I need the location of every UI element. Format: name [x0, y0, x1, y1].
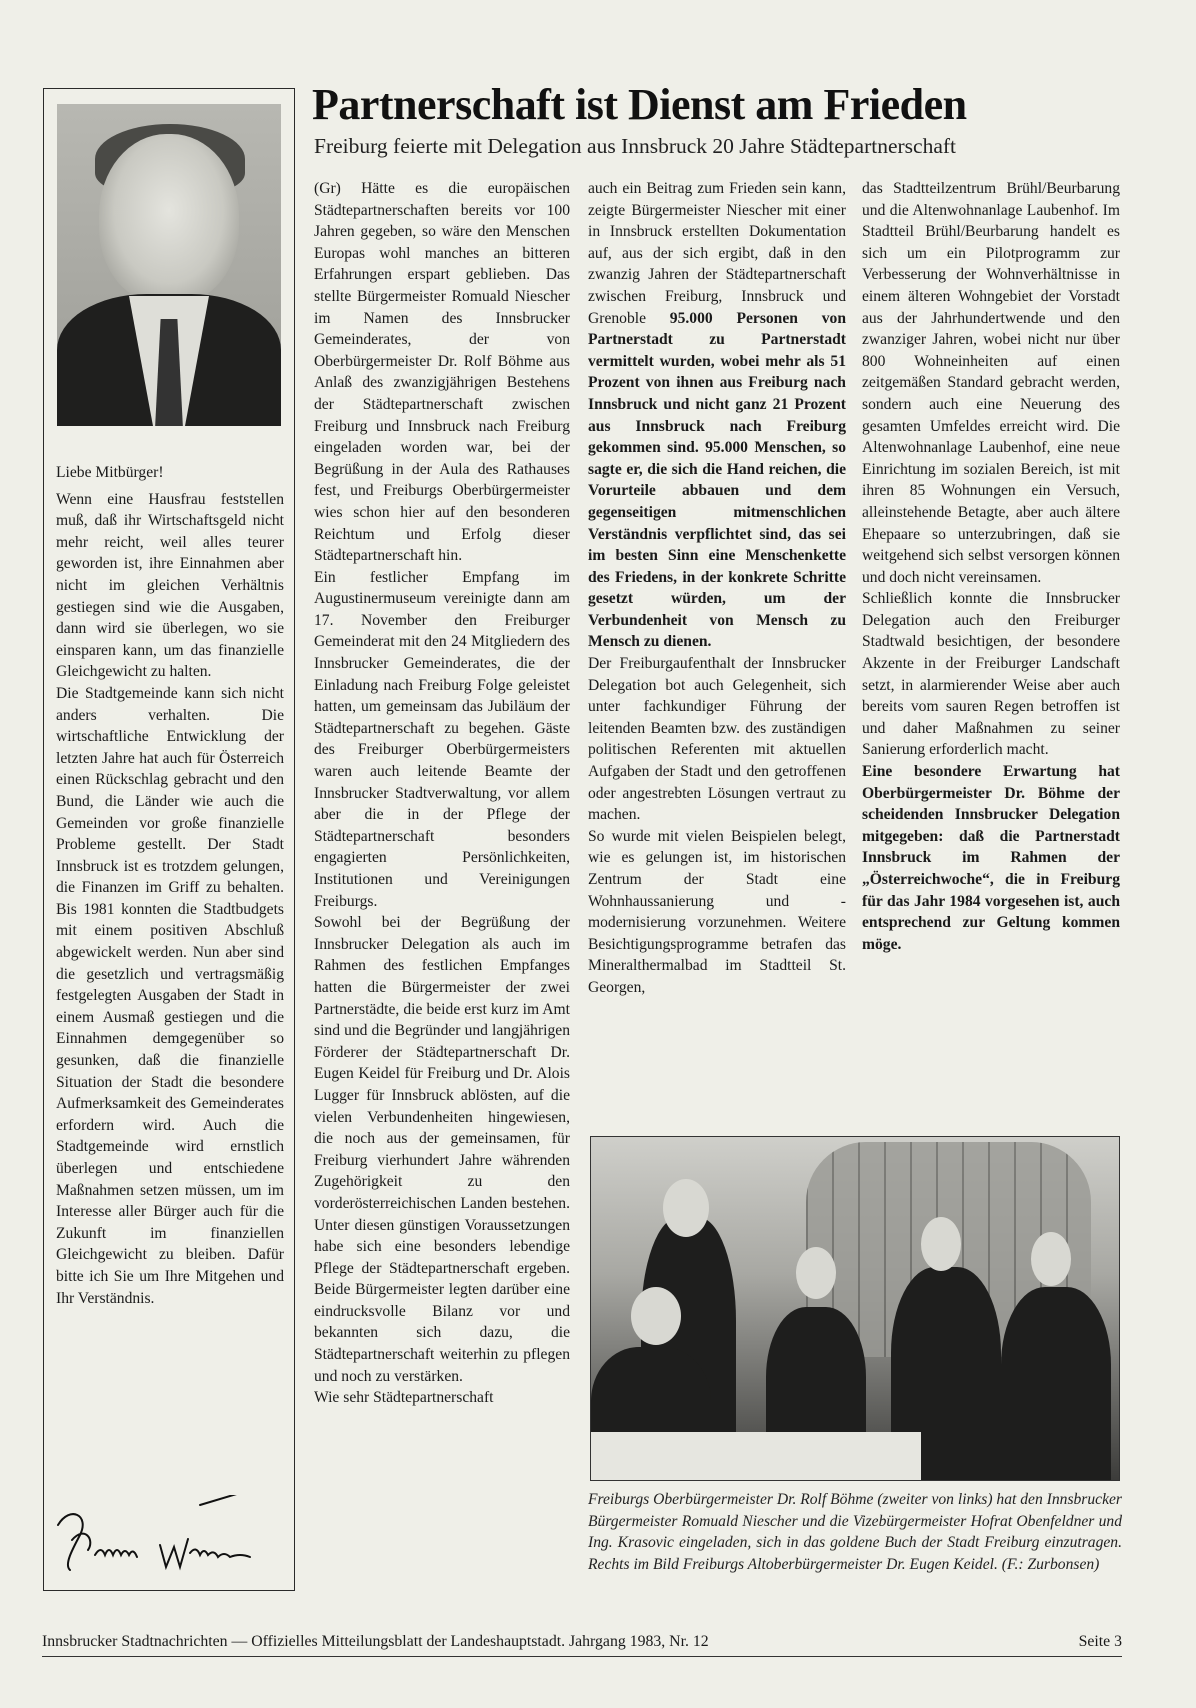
article-subheadline: Freiburg feierte mit Delegation aus Innsbruck 20 Jahre Städtepartnerschaft [314, 134, 956, 158]
article-column-1 [314, 178, 570, 1409]
bold-emphasis: Eine besondere Erwartung hat Oberbürgermeister Dr. Böhme der scheidenden Innsbrucker Delegation mitgegeben: daß die Partnerstadt Innsbruck im Rahmen der „Österreichwoche“, die in Freiburg für das Jahr 1984 vorgesehen ist, auch entsprechend zur Geltung kommen möge. [862, 763, 1120, 953]
publication-info: Innsbrucker Stadtnachrichten — Offizielles Mitteilungsblatt der Landeshauptstadt. Jahrgang 1983, Nr. 12 [42, 1633, 709, 1650]
article-paragraph: auch ein Beitrag zum Frieden sein kann, zeigte Bürgermeister Niescher mit einer in Innsbruck erstellten Dokumentation auf, aus der sich ergibt, daß in den zwanzig Jahren der Städtepartnerschaft zwischen Freiburg, Innsbruck und Grenoble 95.000 Personen von Partnerstadt zu Partnerstadt vermittelt wurden, wobei mehr als 51 Prozent von ihnen aus Freiburg nach Innsbruck und nicht ganz 21 Prozent aus Innsbruck nach Freiburg gekommen sind. 95.000 Menschen, so sagte er, die sich die Hand reichen, die Vorurteile abbauen und dem gegenseitigen mitmenschlichen Verständnis verpflichtet sind, das sei im besten Sinn eine Menschenkette des Friedens, in der konkrete Schritte gesetzt würden, um der Verbundenheit von Mensch zu Mensch zu dienen. [588, 180, 846, 651]
article-paragraph: Der Freiburgaufenthalt der Innsbrucker Delegation bot auch Gelegenheit, sich unter fachkundiger Führung der leitenden Beamten bzw. des zuständigen politischen Referenten mit aktuellen Aufgaben der Stadt und den getroffenen oder angestrebten Lösungen vertraut zu machen. [588, 655, 846, 824]
letter-paragraph: Die Stadtgemeinde kann sich nicht anders verhalten. Die wirtschaftliche Entwicklung der letzten Jahre hat auch für Österreich einen Rückschlag gebracht und den Bund, die Länder wie auch die Gemeinden vor große finanzielle Probleme gestellt. Der Stadt Innsbruck ist es trotzdem gelungen, die Finanzen im Griff zu behalten. Bis 1981 konnten die Stadtbudgets mit einem positiven Abschluß abgewickelt werden. Nun aber sind die gesetzlich und vertragsmäßig festgelegten Ausgaben der Stadt in einem Ausmaß gestiegen und die Einnahmen demgegenüber so gesunken, daß die finanzielle Situation der Stadt die besondere Aufmerksamkeit des Gemeinderates erfordern wird. Auch die Stadtgemeinde wird ernstlich überlegen und entschiedene Maßnahmen setzen müssen, um im Interesse aller Bürger auch für die Zukunft im finanziellen Gleichgewicht zu bleiben. Dafür bitte ich Sie um Ihre Mitgehen und Ihr Verständnis. [56, 684, 284, 1307]
article-paragraph: Sowohl bei der Begrüßung der Innsbrucker Delegation als auch im Rahmen des festlichen Empfanges hatten die Bürgermeister der zwei Partnerstädte, die beide erst kurz im Amt sind und die Begründer und langjährigen Förderer der Städtepartnerschaft Dr. Eugen Keidel für Freiburg und Dr. Alois Lugger für Innsbruck ablösten, auf die vielen Verbundenheiten hingewiesen, die noch aus der gemeinsamen, für Freiburg vierhundert Jahre währenden Zugehörigkeit zu den vorderösterreichischen Landen bestehen. Unter diesen günstigen Voraussetzungen habe sich eine besonders lebendige Pflege der Städtepartnerschaft ergeben. Beide Bürgermeister legten darüber eine eindrucksvolle Bilanz vor und bekannten sich dazu, die Städtepartnerschaft weiterhin zu pflegen und noch zu verstärken. [314, 914, 570, 1385]
article-paragraph: So wurde mit vielen Beispielen belegt, wie es gelungen ist, im historischen Zentrum der Stadt eine Wohnhaussanierung und -modernisierung vorzunehmen. Weitere Besichtigungsprogramme betrafen das Mineralthermalbad im Stadtteil St. Georgen, [588, 827, 846, 996]
page-number: Seite 3 [1078, 1633, 1122, 1650]
article-paragraph: (Gr) Hätte es die europäischen Städtepartnerschaften bereits vor 100 Jahren gegeben, so wäre den Menschen Europas wohl manches an bitteren Erfahrungen erspart geblieben. Das stellte Bürgermeister Romuald Niescher im Namen des Innsbrucker Gemeinderates, der von Oberbürgermeister Dr. Rolf Böhme aus Anlaß des zwanzigjährigen Bestehens der Städtepartnerschaft zwischen Freiburg und Innsbruck nach Freiburg eingeladen worden war, bei der Begrüßung in der Aula des Rathauses fest, und Freiburgs Oberbürgermeister wies schon hier auf den besonderen Reichtum und Erfolg dieser Städtepartnerschaft hin. [314, 180, 570, 565]
bold-emphasis: 95.000 Personen von Partnerstadt zu Partnerstadt vermittelt wurden, wobei mehr als 51 Prozent von ihnen aus Freiburg nach Innsbruck und nicht ganz 21 Prozent aus Innsbruck nach Freiburg gekommen sind. 95.000 Menschen, so sagte er, die sich die Hand reichen, die Vorurteile abbauen und dem gegenseitigen mitmenschlichen Verständnis verpflichtet sind, das sei im besten Sinn eine Menschenkette des Friedens, in der konkrete Schritte gesetzt würden, um der Verbundenheit von Mensch zu Mensch zu dienen. [588, 309, 846, 651]
golden-book-signing-photo [590, 1136, 1120, 1481]
signature-icon [50, 1495, 280, 1575]
letter-paragraph: Wenn eine Hausfrau feststellen muß, daß ihr Wirtschaftsgeld nicht mehr reicht, weil alles teurer geworden ist, ihre Einnahmen aber nicht im gleichen Verhältnis gestiegen sind wie die Ausgaben, dann wird sie überlegen, wo sie einsparen kann, um das finanzielle Gleichgewicht zu halten. [56, 490, 284, 681]
photo-caption: Freiburgs Oberbürgermeister Dr. Rolf Böhme (zweiter von links) hat den Innsbrucker Bürgermeister Romuald Niescher und die Vizebürgermeister Hofrat Obenfeldner und Ing. Krasovic eingeladen, sich in das goldene Buch der Stadt Freiburg einzutragen. Rechts im Bild Freiburgs Altoberbürgermeister Dr. Eugen Keidel. (F.: Zurbonsen) [588, 1491, 1123, 1573]
signature [50, 1495, 280, 1575]
article-paragraph [862, 761, 1120, 955]
article-column-3 [862, 178, 1120, 955]
article-column-2 [588, 178, 846, 999]
article-paragraph: Schließlich konnte die Innsbrucker Delegation auch den Freiburger Stadtwald besichtigen, der besondere Akzente in der Freiburger Landschaft setzt, in alarmierender Weise aber auch bereits vom sauren Regen betroffen ist und daher Maßnahmen zu seiner Sanierung erforderlich macht. [862, 590, 1120, 759]
mayor-portrait-photo [57, 104, 281, 426]
page-footer [42, 1632, 1122, 1657]
article-headline: Partnerschaft ist Dienst am Frieden [312, 80, 967, 129]
mayor-letter [56, 462, 284, 1309]
article-paragraph: Ein festlicher Empfang im Augustinermuseum vereinigte dann am 17. November den Freiburger Gemeinderat mit den 24 Mitgliedern des Innsbrucker Gemeinderates, die der Einladung nach Freiburg Folge geleistet hatten, um gemeinsam das Jubiläum der Städtepartnerschaft zu begehen. Gäste des Freiburger Oberbürgermeisters waren auch leitende Beamte der Innsbrucker Stadtverwaltung, vor allem aber die in der Pflege der Städtepartnerschaft besonders engagierten Persönlichkeiten, Institutionen und Vereinigungen Freiburgs. [314, 568, 570, 910]
article-paragraph: Wie sehr Städtepartnerschaft [314, 1389, 494, 1407]
letter-greeting: Liebe Mitbürger! [56, 464, 164, 481]
article-paragraph: das Stadtteilzentrum Brühl/Beurbarung und die Altenwohnanlage Laubenhof. Im Stadtteil Brühl/Beurbarung handelt es sich um ein Pilotprogramm zur Verbesserung der Wohnverhältnisse in einem älteren Wohngebiet der Vorstadt aus der Jahrhundertwende und den zwanziger Jahren, wobei nicht nur über 800 Wohneinheiten auf einen zeitgemäßen Standard gebracht werden, sondern auch eine Neuerung des gesamten Umfeldes erreicht wird. Die Altenwohnanlage Laubenhof, eine neue Einrichtung im sozialen Bereich, ist mit ihren 85 Wohnungen ein Versuch, alleinstehende Betagte, aber auch ältere Ehepaare so unterzubringen, daß sie weitgehend sich selbst versorgen können und doch nicht vereinsamen. [862, 180, 1120, 586]
